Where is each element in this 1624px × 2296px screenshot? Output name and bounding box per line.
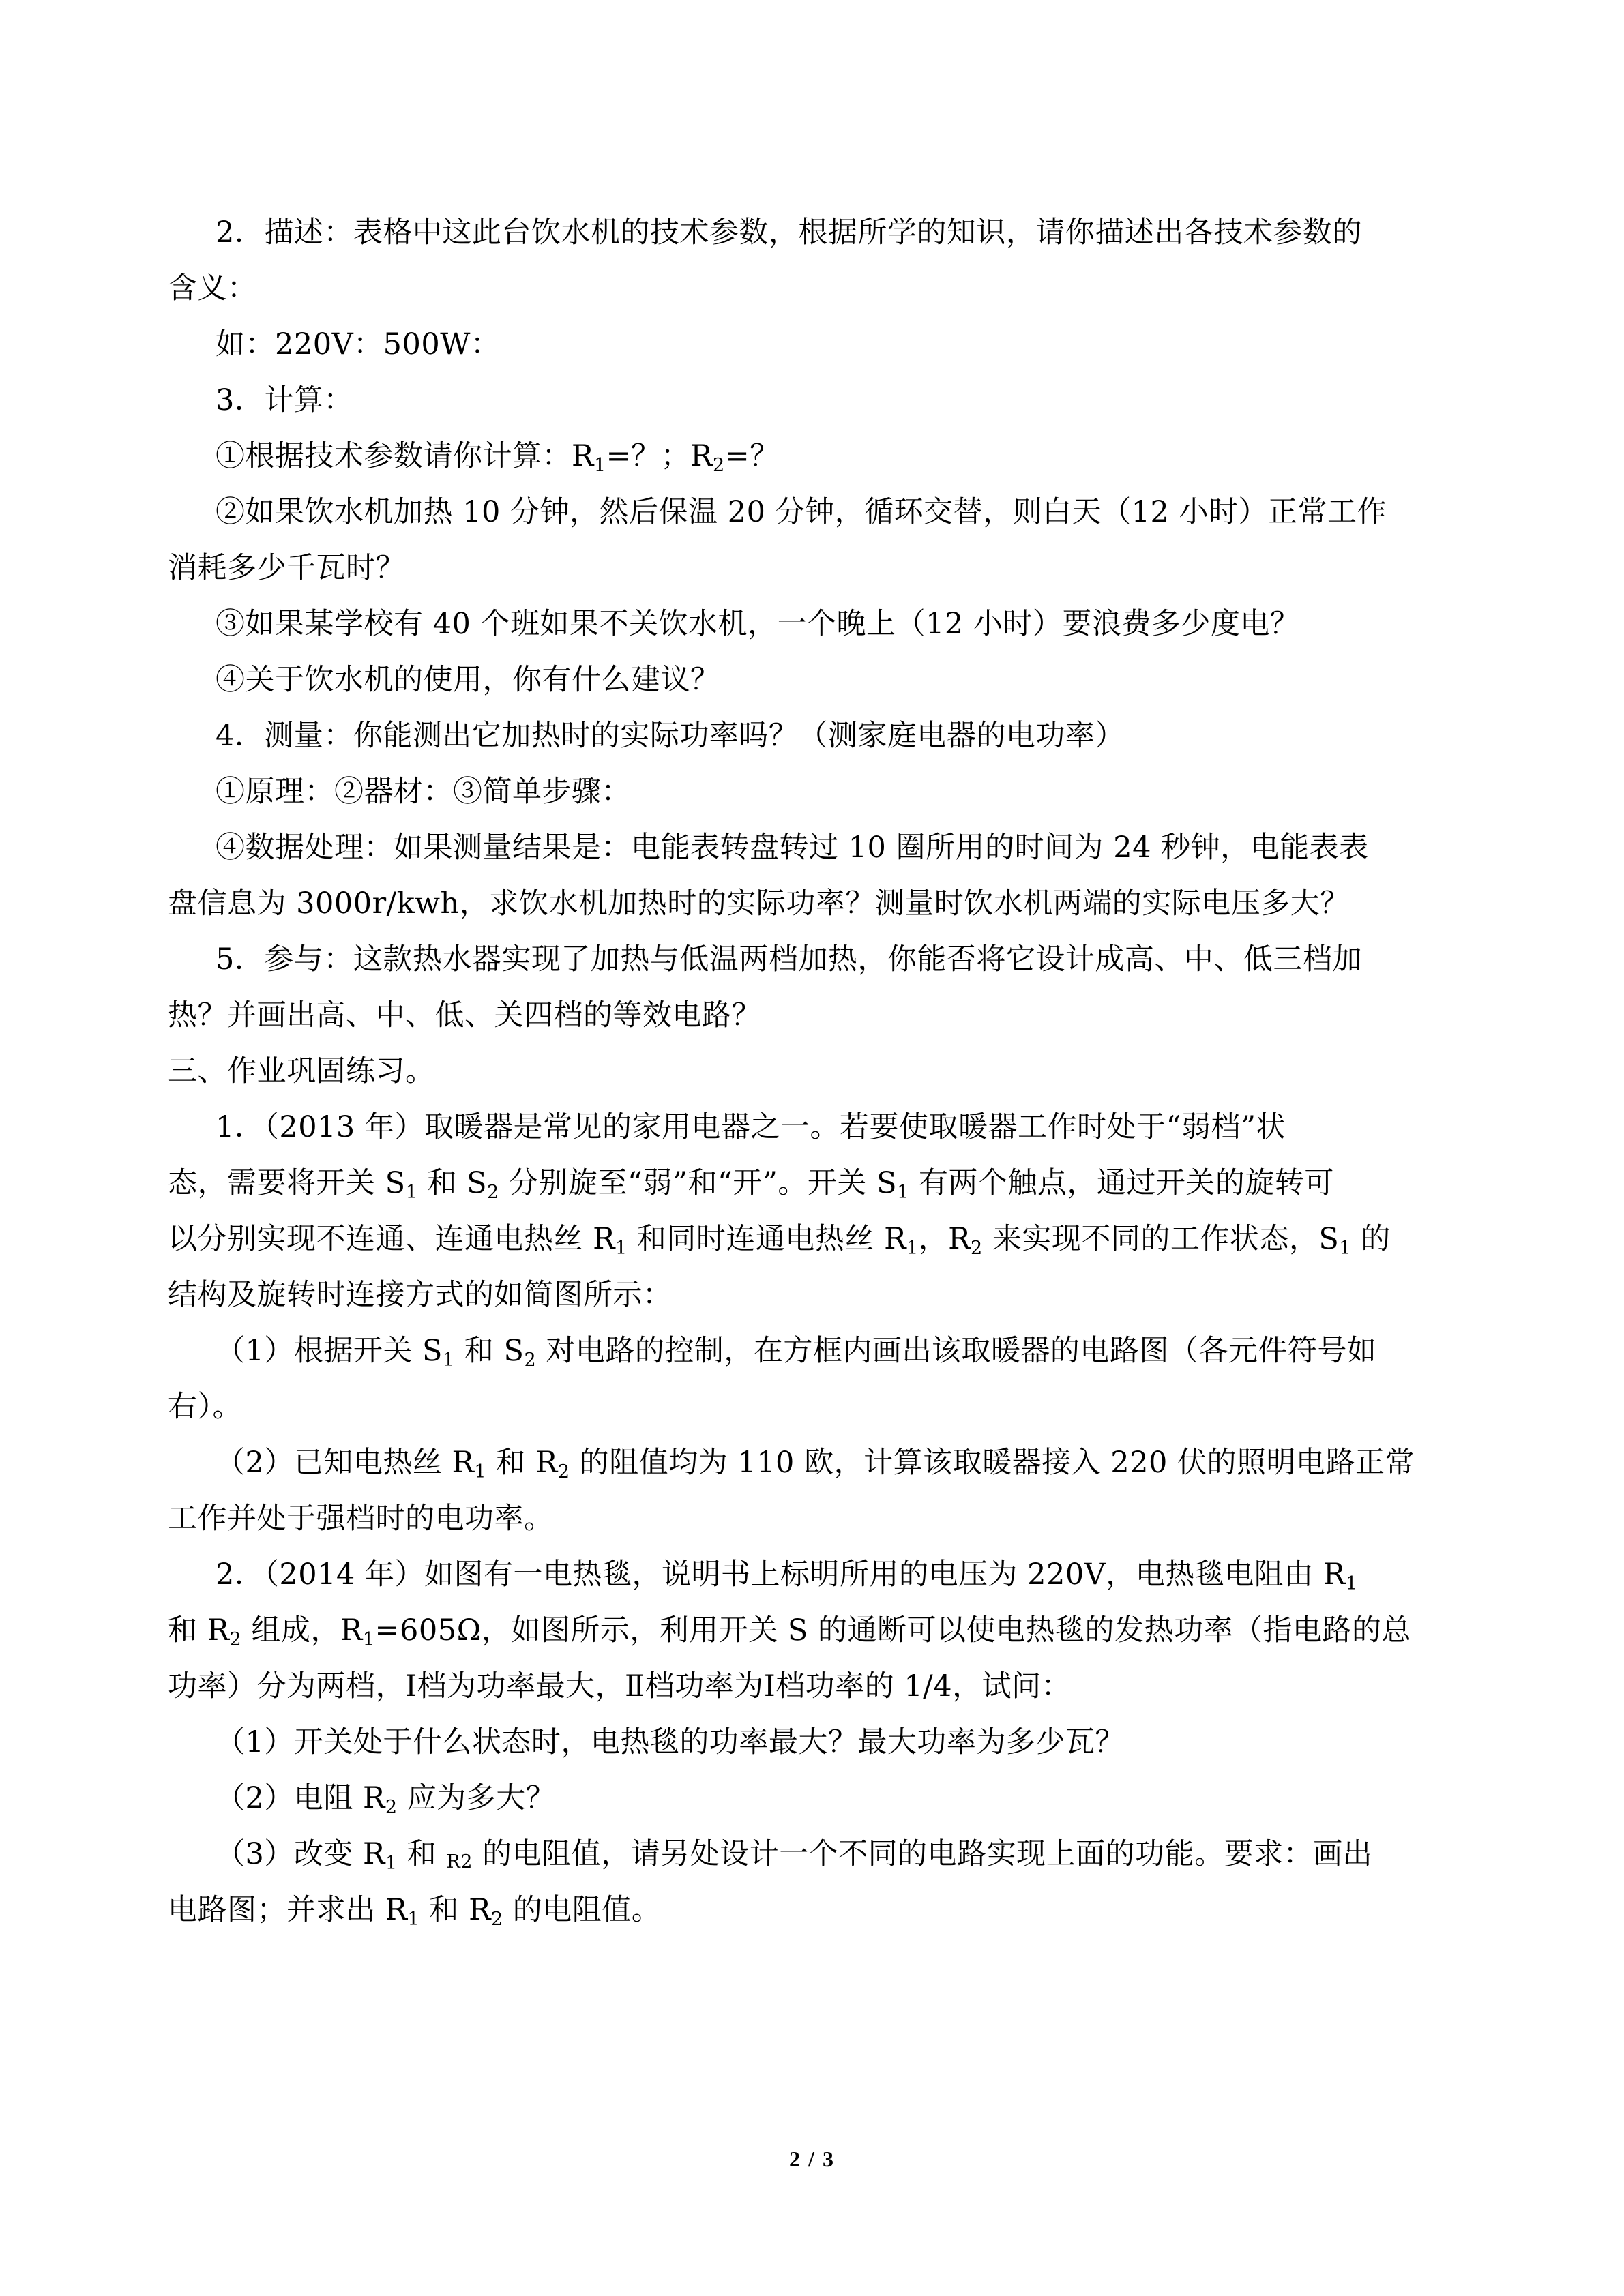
text-line: 如：220V：500W： xyxy=(216,327,501,361)
text-line: 2．描述：表格中这此台饮水机的技术参数，根据所学的知识，请你描述出各技术参数的 xyxy=(216,215,1362,250)
text-segment: （2）电阻 R xyxy=(216,1781,385,1815)
text-segment: 的阻值均为 110 欧，计算该取暖器接入 220 伏的照明电路正常 xyxy=(570,1446,1415,1480)
exercise-1-line3 xyxy=(168,1211,1464,1267)
participate-line1 xyxy=(168,931,1464,987)
text-line: 右）。 xyxy=(168,1390,242,1424)
text-segment: 来实现不同的工作状态，S xyxy=(982,1222,1340,1256)
text-segment: 和 xyxy=(397,1837,447,1871)
page-number: 2 / 3 xyxy=(789,2147,835,2171)
subscript: 1 xyxy=(362,1629,375,1650)
subscript: 1 xyxy=(593,455,606,476)
text-segment-small: R2 xyxy=(446,1851,473,1873)
text-line: 热？并画出高、中、低、关四档的等效电路？ xyxy=(168,998,761,1032)
text-segment: 组成，R xyxy=(241,1613,363,1648)
subscript: 1 xyxy=(897,1182,909,1203)
subscript: 1 xyxy=(615,1238,628,1259)
text-segment: 2．（2014 年）如图有一电热毯，说明书上标明所用的电压为 220V，电热毯电阻由 R xyxy=(216,1557,1346,1592)
text-segment: 和 S xyxy=(417,1166,488,1200)
text-line: 4．测量：你能测出它加热时的实际功率吗？（测家庭电器的电功率） xyxy=(216,719,1125,753)
exercise-1-line4 xyxy=(168,1267,1464,1323)
exercise-1-q1-line1 xyxy=(168,1323,1464,1379)
text-segment: 和 S xyxy=(454,1334,525,1368)
text-segment: 态，需要将开关 S xyxy=(168,1166,406,1200)
question-calc-4 xyxy=(168,652,1464,708)
exercise-1-q1-line2 xyxy=(168,1379,1464,1435)
exercise-1-line1 xyxy=(168,1099,1464,1155)
exercise-2-q3-line1 xyxy=(168,1826,1464,1882)
text-segment: 和 R xyxy=(486,1446,558,1480)
document-body xyxy=(168,205,1464,1938)
measure-items xyxy=(168,764,1464,820)
text-line: ③如果某学校有 40 个班如果不关饮水机，一个晚上（12 小时）要浪费多少度电？ xyxy=(216,607,1300,641)
text-segment: （2）已知电热丝 R xyxy=(216,1446,475,1480)
question-calc-3 xyxy=(168,596,1464,652)
text-segment: 的电阻值。 xyxy=(503,1893,662,1927)
text-segment: （3）改变 R xyxy=(216,1837,385,1871)
text-line: ④数据处理：如果测量结果是：电能表转盘转过 10 圈所用的时间为 24 秒钟，电能表表 xyxy=(216,831,1369,865)
text-line: 三、作业巩固练习。 xyxy=(168,1054,435,1088)
exercise-2-q2 xyxy=(168,1770,1464,1826)
paragraph-describe-line2 xyxy=(168,260,1464,316)
paragraph-describe-line1 xyxy=(168,205,1464,260)
text-line: ④关于饮水机的使用，你有什么建议？ xyxy=(216,663,720,697)
exercise-1-q2-line1 xyxy=(168,1435,1464,1491)
subscript: 1 xyxy=(407,1909,420,1930)
subscript: 2 xyxy=(385,1797,398,1818)
subscript: 2 xyxy=(971,1238,983,1259)
text-line: 5．参与：这款热水器实现了加热与低温两档加热，你能否将它设计成高、中、低三档加 xyxy=(216,942,1362,976)
text-segment: 和 R xyxy=(419,1893,491,1927)
text-segment: 的 xyxy=(1351,1222,1391,1256)
text-segment: 分别旋至“弱”和“开”。开关 S xyxy=(499,1166,898,1200)
text-segment: =605Ω，如图所示，利用开关 S 的通断可以使电热毯的发热功率（指电路的总 xyxy=(374,1613,1412,1648)
measure-data-line1 xyxy=(168,820,1464,876)
text-segment: ，R xyxy=(918,1222,971,1256)
question-calc-2-line1 xyxy=(168,484,1464,540)
section-heading-homework xyxy=(168,1043,1464,1099)
text-line: 盘信息为 3000r/kwh，求饮水机加热时的实际功率？测量时饮水机两端的实际电压多大？ xyxy=(168,886,1350,921)
text-segment: =？ xyxy=(724,439,780,473)
question-calc-2-line2 xyxy=(168,540,1464,596)
text-segment: 应为多大？ xyxy=(397,1781,556,1815)
text-line: ②如果饮水机加热 10 分钟，然后保温 20 分钟，循环交替，则白天（12 小时）正常工作 xyxy=(216,495,1387,529)
text-segment: 对电路的控制，在方框内画出该取暖器的电路图（各元件符号如 xyxy=(536,1334,1377,1368)
text-line: 结构及旋转时连接方式的如简图所示： xyxy=(168,1278,673,1312)
subscript: 1 xyxy=(385,1853,398,1874)
exercise-2-line2 xyxy=(168,1602,1464,1658)
subscript: 1 xyxy=(1339,1238,1352,1259)
paragraph-example xyxy=(168,316,1464,372)
text-line: 功率）分为两档，Ⅰ档为功率最大，Ⅱ档功率为Ⅰ档功率的 1/4，试问： xyxy=(168,1669,1072,1703)
measure-data-line2 xyxy=(168,876,1464,931)
question-calc-1 xyxy=(168,428,1464,484)
exercise-2-line3 xyxy=(168,1658,1464,1714)
subscript: 1 xyxy=(1345,1573,1358,1594)
subscript: 2 xyxy=(229,1629,242,1650)
text-line: 消耗多少千瓦时？ xyxy=(168,551,405,585)
heading-measure xyxy=(168,708,1464,764)
text-line: 3．计算： xyxy=(216,383,353,417)
text-segment: =？；R xyxy=(606,439,713,473)
exercise-1-line2 xyxy=(168,1155,1464,1211)
text-segment: 的电阻值，请另处设计一个不同的电路实现上面的功能。要求：画出 xyxy=(472,1837,1373,1871)
text-segment: 电路图；并求出 R xyxy=(168,1893,408,1927)
participate-line2 xyxy=(168,987,1464,1043)
text-line: （1）开关处于什么状态时，电热毯的功率最大？最大功率为多少瓦？ xyxy=(216,1725,1125,1759)
subscript: 2 xyxy=(490,1909,503,1930)
exercise-2-q1 xyxy=(168,1714,1464,1770)
text-segment: （1）根据开关 S xyxy=(216,1334,443,1368)
subscript: 2 xyxy=(557,1461,570,1482)
exercise-2-line1 xyxy=(168,1547,1464,1602)
exercise-2-q3-line2 xyxy=(168,1882,1464,1938)
subscript: 1 xyxy=(405,1182,418,1203)
text-segment: 和 R xyxy=(168,1613,230,1648)
subscript: 1 xyxy=(442,1350,455,1371)
subscript: 1 xyxy=(474,1461,487,1482)
text-segment: ①根据技术参数请你计算：R xyxy=(216,439,594,473)
text-segment: 和同时连通电热丝 R xyxy=(627,1222,906,1256)
subscript: 2 xyxy=(712,455,725,476)
subscript: 2 xyxy=(524,1350,537,1371)
text-line: ①原理：②器材：③简单步骤： xyxy=(216,775,631,809)
exercise-1-q2-line2 xyxy=(168,1491,1464,1547)
text-line: 含义： xyxy=(168,271,257,305)
text-line: 工作并处于强档时的电功率。 xyxy=(168,1502,554,1536)
text-segment: 以分别实现不连通、连通电热丝 R xyxy=(168,1222,616,1256)
text-segment: 有两个触点，通过开关的旋转可 xyxy=(909,1166,1334,1200)
text-line: 1．（2013 年）取暖器是常见的家用电器之一。若要使取暖器工作时处于“弱档”状 xyxy=(216,1110,1286,1144)
subscript: 1 xyxy=(906,1238,919,1259)
heading-calculate xyxy=(168,372,1464,428)
subscript: 2 xyxy=(487,1182,499,1203)
